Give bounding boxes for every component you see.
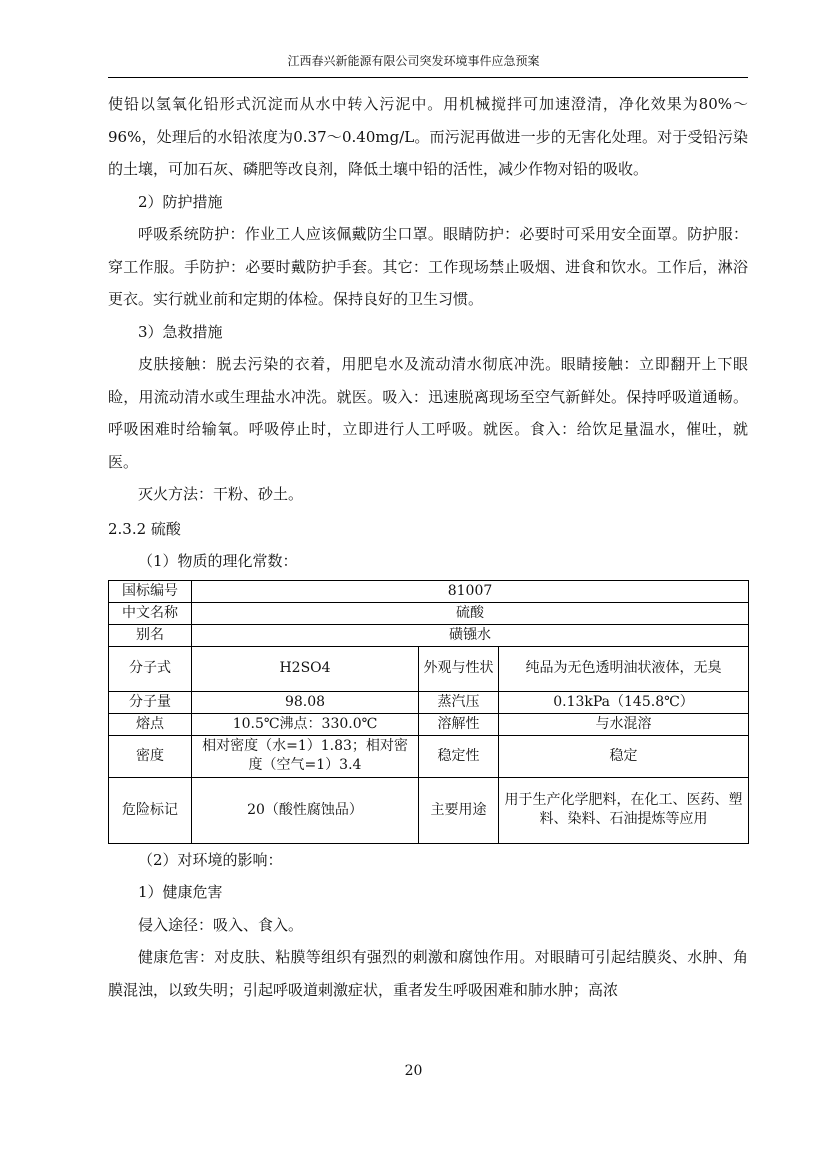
cell-label: 分子式 bbox=[109, 646, 192, 691]
table-row bbox=[109, 580, 749, 602]
paragraph-lead-treatment: 使铅以氢氧化铅形式沉淀而从水中转入污泥中。用机械搅拌可加速澄清，净化效果为80%～96%，处理后的水铅浓度为0.37～0.40mg/L。而污泥再做进一步的无害化处理。对于受铅污染的土壤，可加石灰、磷肥等改良剂，降低土壤中铅的活性，减少作物对铅的吸收。 bbox=[108, 95, 748, 178]
cell-value: 用于生产化学肥料，在化工、医药、塑料、染料、石油提炼等应用 bbox=[499, 777, 749, 843]
subheading-first-aid: 3）急救措施 bbox=[138, 322, 223, 341]
properties-table bbox=[108, 580, 749, 844]
subheading-environment: （2）对环境的影响： bbox=[138, 850, 283, 869]
cell-value: 81007 bbox=[192, 580, 749, 602]
cell-value: 纯品为无色透明油状液体，无臭 bbox=[499, 646, 749, 691]
table-caption: （1）物质的理化常数： bbox=[138, 552, 298, 570]
section-heading: 2.3.2 硫酸 bbox=[108, 519, 181, 538]
cell-label: 分子量 bbox=[109, 691, 192, 713]
cell-label: 中文名称 bbox=[109, 602, 192, 624]
cell-value: 硫酸 bbox=[192, 602, 749, 624]
table-row bbox=[109, 624, 749, 646]
table-row bbox=[109, 646, 749, 691]
cell-label: 别名 bbox=[109, 624, 192, 646]
paragraph-first-aid: 皮肤接触：脱去污染的衣着，用肥皂水及流动清水彻底冲洗。眼睛接触：立即翻开上下眼睑，用流动清水或生理盐水冲洗。就医。吸入：迅速脱离现场至空气新鲜处。保持呼吸道通畅。呼吸困难时给输氧。呼吸停止时，立即进行人工呼吸。就医。食入：给饮足量温水，催吐，就医。 bbox=[108, 355, 748, 471]
table-row bbox=[109, 691, 749, 713]
cell-label: 外观与性状 bbox=[419, 646, 499, 691]
cell-value: 10.5℃沸点：330.0℃ bbox=[192, 713, 419, 735]
cell-value: 磺镪水 bbox=[192, 624, 749, 646]
table-row bbox=[109, 713, 749, 735]
table-row bbox=[109, 735, 749, 777]
cell-value: 20（酸性腐蚀品） bbox=[192, 777, 419, 843]
cell-label: 国标编号 bbox=[109, 580, 192, 602]
subheading-health: 1）健康危害 bbox=[138, 883, 223, 901]
paragraph-routes: 侵入途径：吸入、食入。 bbox=[138, 915, 304, 934]
cell-label: 密度 bbox=[109, 735, 192, 777]
page-body bbox=[108, 88, 748, 1006]
cell-value: H2SO4 bbox=[192, 646, 419, 691]
cell-value: 稳定 bbox=[499, 735, 749, 777]
header-rule bbox=[108, 77, 748, 78]
cell-value: 与水混溶 bbox=[499, 713, 749, 735]
cell-label: 危险标记 bbox=[109, 777, 192, 843]
cell-label: 主要用途 bbox=[419, 777, 499, 843]
paragraph-health-hazard: 健康危害：对皮肤、粘膜等组织有强烈的刺激和腐蚀作用。对眼睛可引起结膜炎、水肿、角膜混浊，以致失明；引起呼吸道刺激症状，重者发生呼吸困难和肺水肿；高浓 bbox=[108, 948, 748, 999]
cell-label: 熔点 bbox=[109, 713, 192, 735]
subheading-protection: 2）防护措施 bbox=[138, 192, 223, 211]
cell-value: 98.08 bbox=[192, 691, 419, 713]
paragraph-protection: 呼吸系统防护：作业工人应该佩戴防尘口罩。眼睛防护：必要时可采用安全面罩。防护服：穿工作服。手防护：必要时戴防护手套。其它：工作现场禁止吸烟、进食和饮水。工作后，淋浴更衣。实行就业前和定期的体检。保持良好的卫生习惯。 bbox=[108, 225, 748, 308]
cell-value: 0.13kPa（145.8℃） bbox=[499, 691, 749, 713]
page-header: 江西春兴新能源有限公司突发环境事件应急预案 bbox=[287, 54, 540, 68]
page-number: 20 bbox=[404, 1063, 423, 1079]
cell-label: 稳定性 bbox=[419, 735, 499, 777]
paragraph-fire-fighting: 灭火方法：干粉、砂土。 bbox=[138, 485, 304, 503]
cell-label: 蒸汽压 bbox=[419, 691, 499, 713]
cell-value: 相对密度（水=1）1.83；相对密度（空气=1）3.4 bbox=[192, 735, 419, 777]
table-row bbox=[109, 602, 749, 624]
table-row bbox=[109, 777, 749, 843]
cell-label: 溶解性 bbox=[419, 713, 499, 735]
